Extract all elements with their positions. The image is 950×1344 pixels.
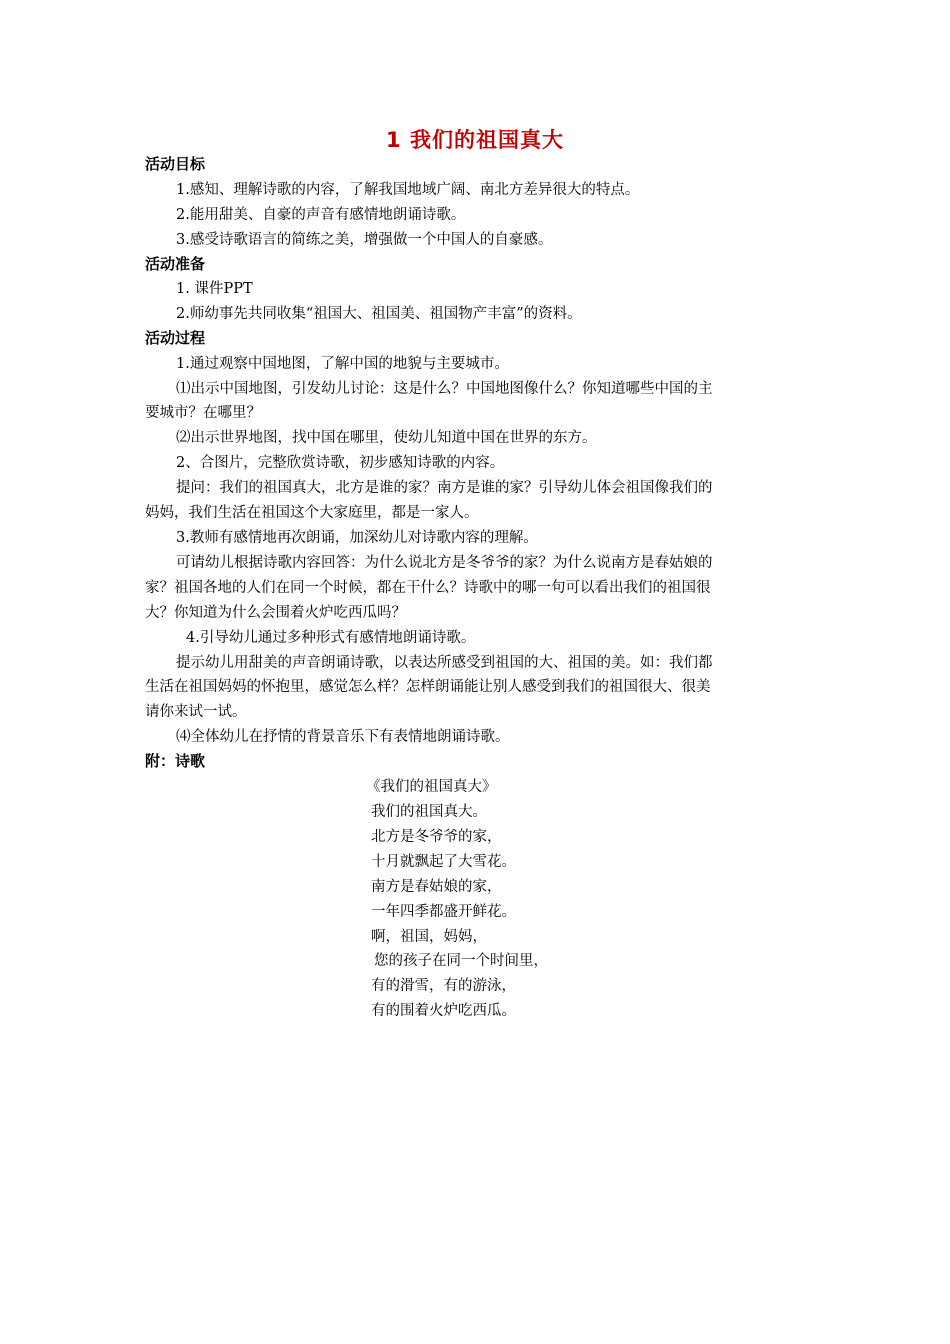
- process-line: 要城市？在哪里？: [145, 405, 261, 421]
- process-line: 生活在祖国妈妈的怀抱里，感觉怎么样？怎样朗诵能让别人感受到我们的祖国很大、很美: [145, 679, 711, 695]
- appendix-heading: 附：诗歌: [145, 752, 206, 770]
- poem-line: 一年四季都盛开鲜花。: [371, 904, 516, 920]
- poem-title: 《我们的祖国真大》: [366, 779, 497, 795]
- prep-heading: 活动准备: [145, 255, 206, 273]
- process-line: 请你来试一试。: [145, 704, 247, 720]
- process-line: 4.引导幼儿通过多种形式有感情地朗诵诗歌。: [186, 630, 476, 646]
- poem-line: 南方是春姑娘的家，: [371, 879, 502, 895]
- process-line: ⑵出示世界地图，找中国在哪里，使幼儿知道中国在世界的东方。: [176, 430, 597, 446]
- poem-line: 十月就飘起了大雪花。: [371, 854, 516, 870]
- goals-item: 1.感知、理解诗歌的内容，了解我国地域广阔、南北方差异很大的特点。: [176, 182, 640, 198]
- process-line: ⑷全体幼儿在抒情的背景音乐下有表情地朗诵诗歌。: [176, 729, 510, 745]
- process-line: 可请幼儿根据诗歌内容回答：为什么说北方是冬爷爷的家？为什么说南方是春姑娘的: [176, 555, 713, 571]
- goals-item: 3.感受诗歌语言的简练之美，增强做一个中国人的自豪感。: [176, 232, 553, 248]
- prep-item: 2.师幼事先共同收集“祖国大、祖国美、祖国物产丰富”的资料。: [176, 306, 582, 322]
- goals-item: 2.能用甜美、自豪的声音有感情地朗诵诗歌。: [176, 207, 466, 223]
- process-line: ⑴出示中国地图，引发幼儿讨论：这是什么？中国地图像什么？你知道哪些中国的主: [176, 381, 713, 397]
- process-line: 提问：我们的祖国真大，北方是谁的家？南方是谁的家？引导幼儿体会祖国像我们的: [176, 480, 713, 496]
- process-line: 2、合图片，完整欣赏诗歌，初步感知诗歌的内容。: [176, 455, 505, 471]
- goals-heading: 活动目标: [145, 155, 206, 173]
- process-line: 大？你知道为什么会围着火炉吃西瓜吗？: [145, 605, 406, 621]
- process-heading: 活动过程: [145, 329, 206, 347]
- poem-line: 有的滑雪，有的游泳，: [371, 978, 516, 994]
- poem-line: 啊，祖国，妈妈，: [371, 929, 487, 945]
- poem-line: 有的围着火炉吃西瓜。: [371, 1003, 516, 1019]
- poem-line: 北方是冬爷爷的家，: [371, 829, 502, 845]
- process-line: 3.教师有感情地再次朗诵，加深幼儿对诗歌内容的理解。: [176, 530, 538, 546]
- document-title: 1 我们的祖国真大: [386, 128, 564, 152]
- process-line: 提示幼儿用甜美的声音朗诵诗歌，以表达所感受到祖国的大、祖国的美。如：我们都: [176, 655, 713, 671]
- poem-line: 您的孩子在同一个时间里，: [374, 953, 548, 969]
- process-line: 1.通过观察中国地图，了解中国的地貌与主要城市。: [176, 356, 509, 372]
- prep-item: 1. 课件PPT: [176, 281, 253, 297]
- poem-line: 我们的祖国真大。: [371, 804, 487, 820]
- process-line: 妈妈，我们生活在祖国这个大家庭里，都是一家人。: [145, 505, 479, 521]
- process-line: 家？祖国各地的人们在同一个时候，都在干什么？诗歌中的哪一句可以看出我们的祖国很: [145, 580, 711, 596]
